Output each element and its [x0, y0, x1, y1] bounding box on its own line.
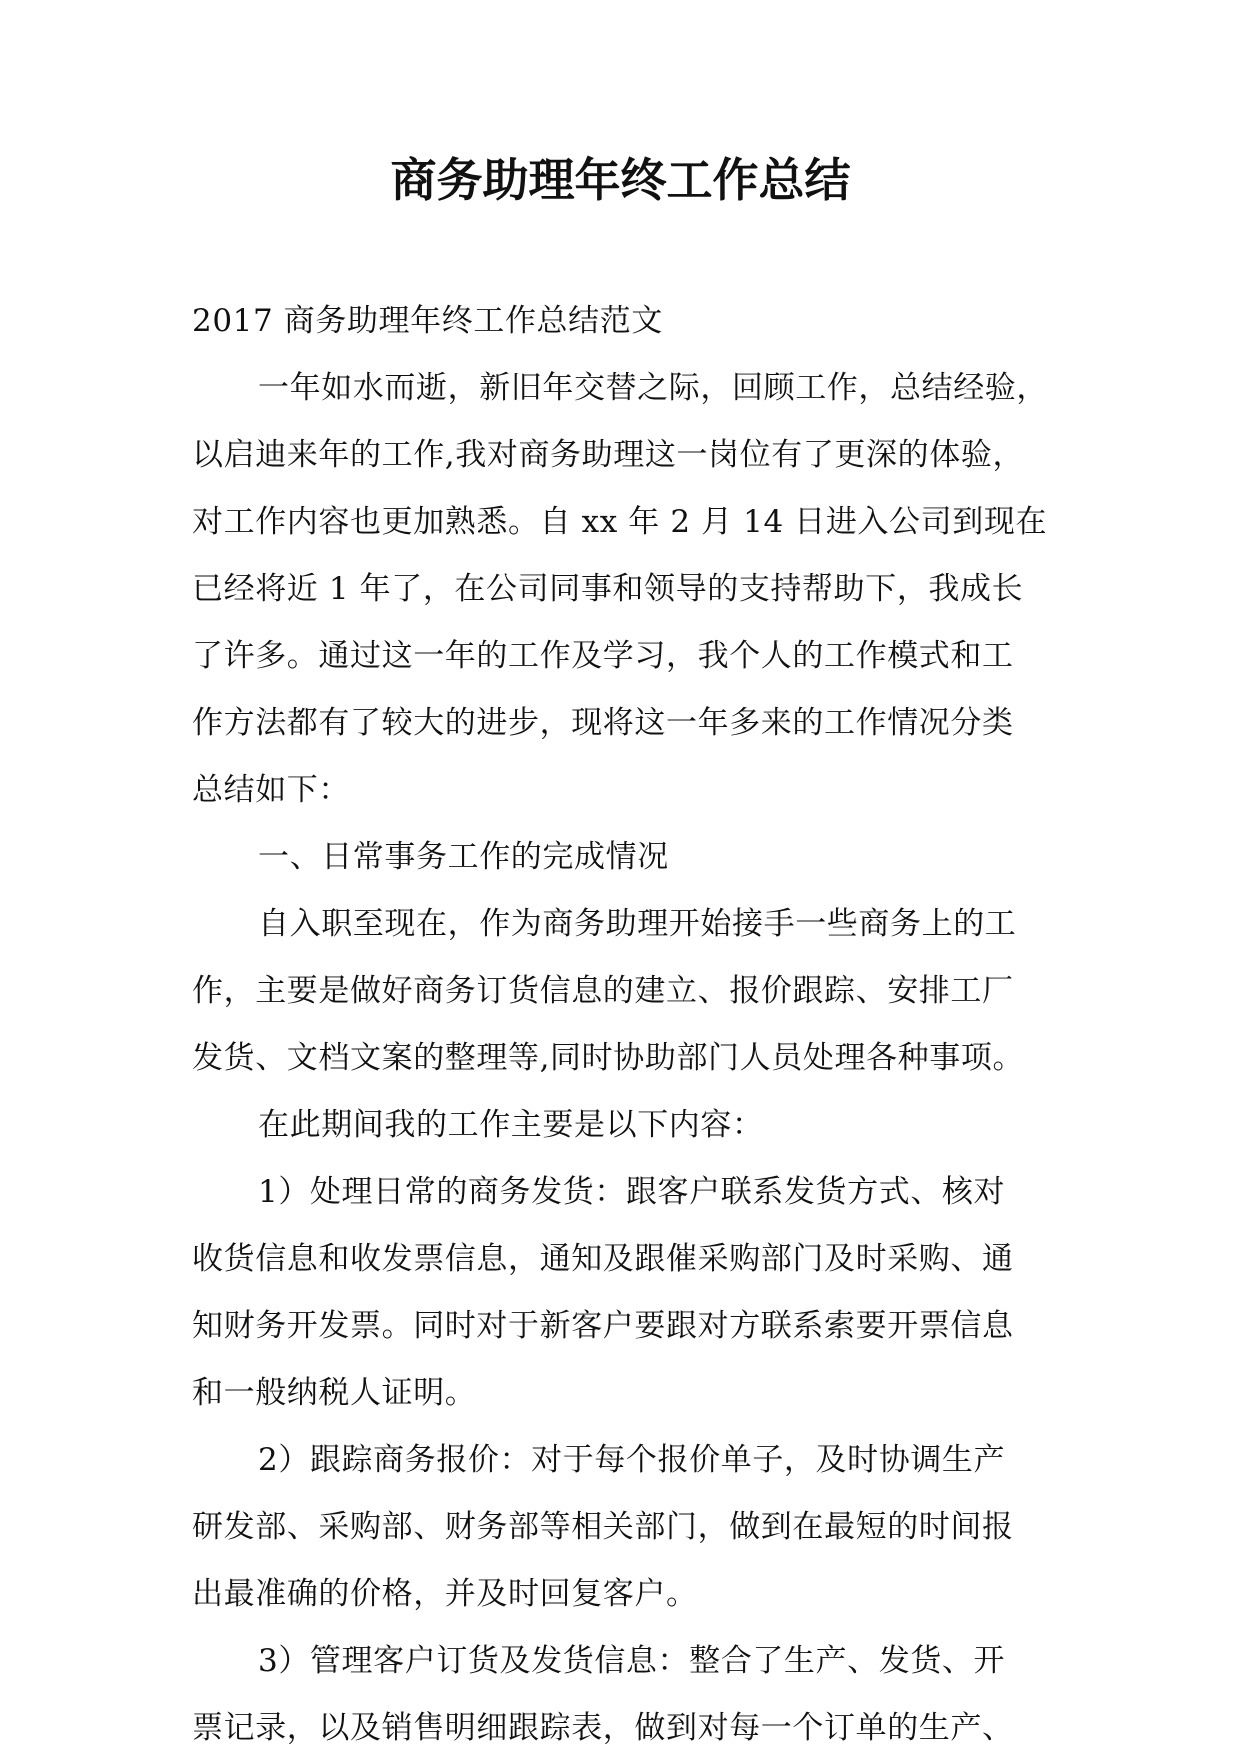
document-title: 商务助理年终工作总结	[390, 153, 851, 207]
text-line: 票记录，以及销售明细跟踪表，做到对每一个订单的生产、	[192, 1710, 1014, 1746]
text-line: 以启迪来年的工作,我对商务助理这一岗位有了更深的体验，	[192, 437, 1025, 473]
text-line: 研发部、采购部、财务部等相关部门，做到在最短的时间报	[192, 1509, 1014, 1545]
text-line: 对工作内容也更加熟悉。自 xx 年 2 月 14 日进入公司到现在	[192, 504, 1048, 540]
document-body	[192, 288, 1060, 1762]
text-line: 知财务开发票。同时对于新客户要跟对方联系索要开票信息	[192, 1308, 1014, 1344]
text-line: 出最准确的价格，并及时回复客户。	[192, 1576, 698, 1612]
text-line: 3）管理客户订货及发货信息：整合了生产、发货、开	[258, 1643, 1006, 1679]
text-line: 已经将近 1 年了，在公司同事和领导的支持帮助下，我成长	[192, 571, 1024, 607]
text-line: 和一般纳税人证明。	[192, 1375, 477, 1411]
text-line: 自入职至现在，作为商务助理开始接手一些商务上的工	[258, 906, 1017, 942]
text-line: 1）处理日常的商务发货：跟客户联系发货方式、核对	[258, 1174, 1006, 1210]
text-line: 2017 商务助理年终工作总结范文	[192, 303, 663, 339]
text-line: 在此期间我的工作主要是以下内容：	[258, 1107, 764, 1143]
text-line: 一年如水而逝，新旧年交替之际，回顾工作，总结经验，	[258, 370, 1048, 406]
text-line: 2）跟踪商务报价：对于每个报价单子，及时协调生产	[258, 1442, 1006, 1478]
text-line: 收货信息和收发票信息，通知及跟催采购部门及时采购、通	[192, 1241, 1014, 1277]
text-line: 作方法都有了较大的进步，现将这一年多来的工作情况分类	[192, 705, 1014, 741]
text-line: 总结如下：	[192, 772, 350, 808]
text-line: 发货、文档文案的整理等,同时协助部门人员处理各种事项。	[192, 1040, 1025, 1076]
text-line: 作，主要是做好商务订货信息的建立、报价跟踪、安排工厂	[192, 973, 1014, 1009]
text-line: 一、日常事务工作的完成情况	[258, 839, 669, 875]
text-line: 了许多。通过这一年的工作及学习，我个人的工作模式和工	[192, 638, 1014, 674]
